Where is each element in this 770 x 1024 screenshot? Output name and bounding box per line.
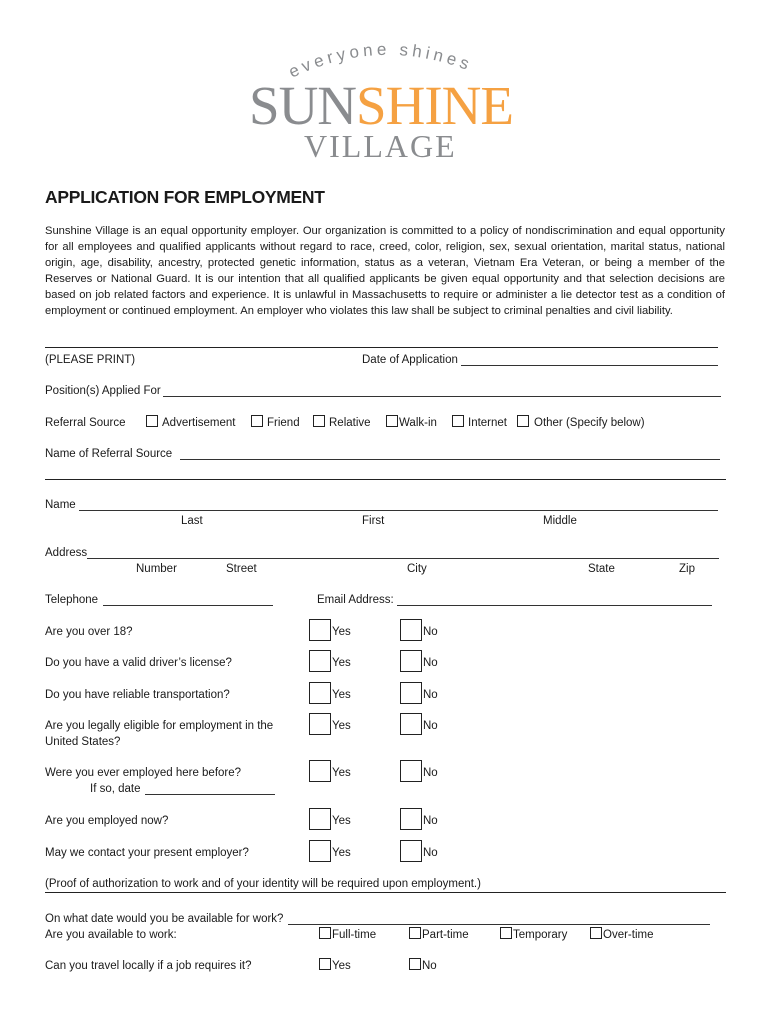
eligible-yes-label: Yes — [332, 720, 351, 732]
form-title: APPLICATION FOR EMPLOYMENT — [45, 187, 325, 207]
question-transport: Do you have reliable transportation? — [45, 689, 230, 701]
employed-before-date-field[interactable] — [145, 794, 275, 795]
logo-wordmark — [249, 75, 513, 136]
referral-name-field[interactable] — [180, 459, 720, 460]
address-number-caption: Number — [136, 563, 177, 575]
referral-internet-label: Internet — [468, 417, 507, 429]
logo-shine: SHINE — [356, 75, 513, 136]
over18-yes-checkbox[interactable] — [309, 619, 331, 641]
name-last-caption: Last — [181, 515, 203, 527]
license-no-checkbox[interactable] — [400, 650, 422, 672]
contact-employer-no-checkbox[interactable] — [400, 840, 422, 862]
question-over18: Are you over 18? — [45, 626, 133, 638]
name-middle-caption: Middle — [543, 515, 577, 527]
date-of-application-label: Date of Application — [362, 354, 458, 366]
license-yes-label: Yes — [332, 657, 351, 669]
contact-employer-yes-label: Yes — [332, 847, 351, 859]
over18-no-label: No — [423, 626, 438, 638]
fulltime-label: Full-time — [332, 929, 377, 941]
employed-before-yes-label: Yes — [332, 767, 351, 779]
travel-yes-label: Yes — [332, 960, 351, 972]
section-divider — [45, 892, 726, 893]
employed-now-no-checkbox[interactable] — [400, 808, 422, 830]
referral-friend-label: Friend — [267, 417, 300, 429]
employed-before-yes-checkbox[interactable] — [309, 760, 331, 782]
address-zip-caption: Zip — [679, 563, 695, 575]
name-field[interactable] — [79, 510, 718, 511]
contact-employer-no-label: No — [423, 847, 438, 859]
section-divider — [45, 479, 726, 480]
transport-yes-label: Yes — [332, 689, 351, 701]
referral-other-label: Other (Specify below) — [534, 417, 645, 429]
svg-text:everyone shines — [286, 40, 476, 80]
employed-now-no-label: No — [423, 815, 438, 827]
referral-other-checkbox[interactable] — [517, 415, 529, 427]
referral-advertisement-checkbox[interactable] — [146, 415, 158, 427]
question-eligible-line2: United States? — [45, 736, 121, 748]
contact-employer-yes-checkbox[interactable] — [309, 840, 331, 862]
address-street-caption: Street — [226, 563, 257, 575]
over18-no-checkbox[interactable] — [400, 619, 422, 641]
employed-now-yes-checkbox[interactable] — [309, 808, 331, 830]
referral-name-label: Name of Referral Source — [45, 448, 173, 460]
intro-paragraph: Sunshine Village is an equal opportunity employer. Our organization is committed to a policy of nondiscrimination and equal opportunity for all employees and qualified applicants without regard to race, creed, color, religion, sex, sexual orientation, marital status, national origin, age, disability, ancestry, protected genetic information, status as a veteran, Vietnam Era Veteran, or being a member of the Reserves or National Guard. It is our intention that all qualified applicants be given equal opportunity and that selection decisions are based on job related factors and experience. It is unlawful in Massachusetts to require or administer a lie detector test as a condition of employment or continued employment. An employer who violates this law shall be subject to criminal penalties and civil liability. — [45, 225, 725, 317]
eligible-no-checkbox[interactable] — [400, 713, 422, 735]
employed-now-yes-label: Yes — [332, 815, 351, 827]
eligible-yes-checkbox[interactable] — [309, 713, 331, 735]
travel-label: Can you travel locally if a job requires it? — [45, 960, 252, 972]
referral-walkin-label: Walk-in — [399, 417, 437, 429]
name-label: Name — [45, 499, 76, 511]
referral-friend-checkbox[interactable] — [251, 415, 263, 427]
temporary-label: Temporary — [513, 929, 568, 941]
question-employed-now: Are you employed now? — [45, 815, 169, 827]
date-of-application-field[interactable] — [461, 365, 718, 366]
question-contact-employer: May we contact your present employer? — [45, 847, 249, 859]
question-license: Do you have a valid driver’s license? — [45, 657, 232, 669]
positions-applied-field[interactable] — [163, 396, 721, 397]
logo-village: VILLAGE — [304, 128, 457, 164]
referral-source-label: Referral Source — [45, 417, 126, 429]
available-date-field[interactable] — [288, 924, 710, 925]
address-field[interactable] — [87, 558, 719, 559]
proof-note: (Proof of authorization to work and of your identity will be required upon employment.) — [45, 878, 481, 890]
question-employed-before: Were you ever employed here before? — [45, 767, 242, 779]
overtime-checkbox[interactable] — [590, 927, 602, 939]
travel-no-label: No — [422, 960, 437, 972]
employed-before-no-label: No — [423, 767, 438, 779]
address-city-caption: City — [407, 563, 427, 575]
parttime-checkbox[interactable] — [409, 927, 421, 939]
license-no-label: No — [423, 657, 438, 669]
fulltime-checkbox[interactable] — [319, 927, 331, 939]
available-date-label: On what date would you be available for work? — [45, 913, 284, 925]
name-first-caption: First — [362, 515, 385, 527]
positions-applied-label: Position(s) Applied For — [45, 385, 161, 397]
section-divider — [45, 347, 718, 348]
available-to-work-label: Are you available to work: — [45, 929, 177, 941]
telephone-field[interactable] — [103, 605, 273, 606]
address-label: Address — [45, 547, 88, 559]
telephone-label: Telephone — [45, 594, 99, 606]
eligible-no-label: No — [423, 720, 438, 732]
logo-tagline-text: everyone shines — [285, 39, 476, 80]
transport-no-checkbox[interactable] — [400, 682, 422, 704]
overtime-label: Over-time — [603, 929, 654, 941]
referral-walkin-checkbox[interactable] — [386, 415, 398, 427]
transport-no-label: No — [423, 689, 438, 701]
address-state-caption: State — [588, 563, 615, 575]
temporary-checkbox[interactable] — [500, 927, 512, 939]
employed-before-no-checkbox[interactable] — [400, 760, 422, 782]
travel-yes-checkbox[interactable] — [319, 958, 331, 970]
email-field[interactable] — [397, 605, 712, 606]
if-so-date-label: If so, date — [90, 783, 141, 795]
logo-tagline — [0, 0, 770, 80]
travel-no-checkbox[interactable] — [409, 958, 421, 970]
license-yes-checkbox[interactable] — [309, 650, 331, 672]
please-print-label: (PLEASE PRINT) — [45, 354, 136, 366]
referral-relative-checkbox[interactable] — [313, 415, 325, 427]
referral-relative-label: Relative — [329, 417, 371, 429]
over18-yes-label: Yes — [332, 626, 351, 638]
logo-sun: SUN — [249, 75, 357, 136]
question-eligible-line1: Are you legally eligible for employment in the — [45, 720, 274, 732]
parttime-label: Part-time — [422, 929, 469, 941]
email-label: Email Address: — [317, 594, 394, 606]
transport-yes-checkbox[interactable] — [309, 682, 331, 704]
referral-advertisement-label: Advertisement — [162, 417, 236, 429]
referral-internet-checkbox[interactable] — [452, 415, 464, 427]
